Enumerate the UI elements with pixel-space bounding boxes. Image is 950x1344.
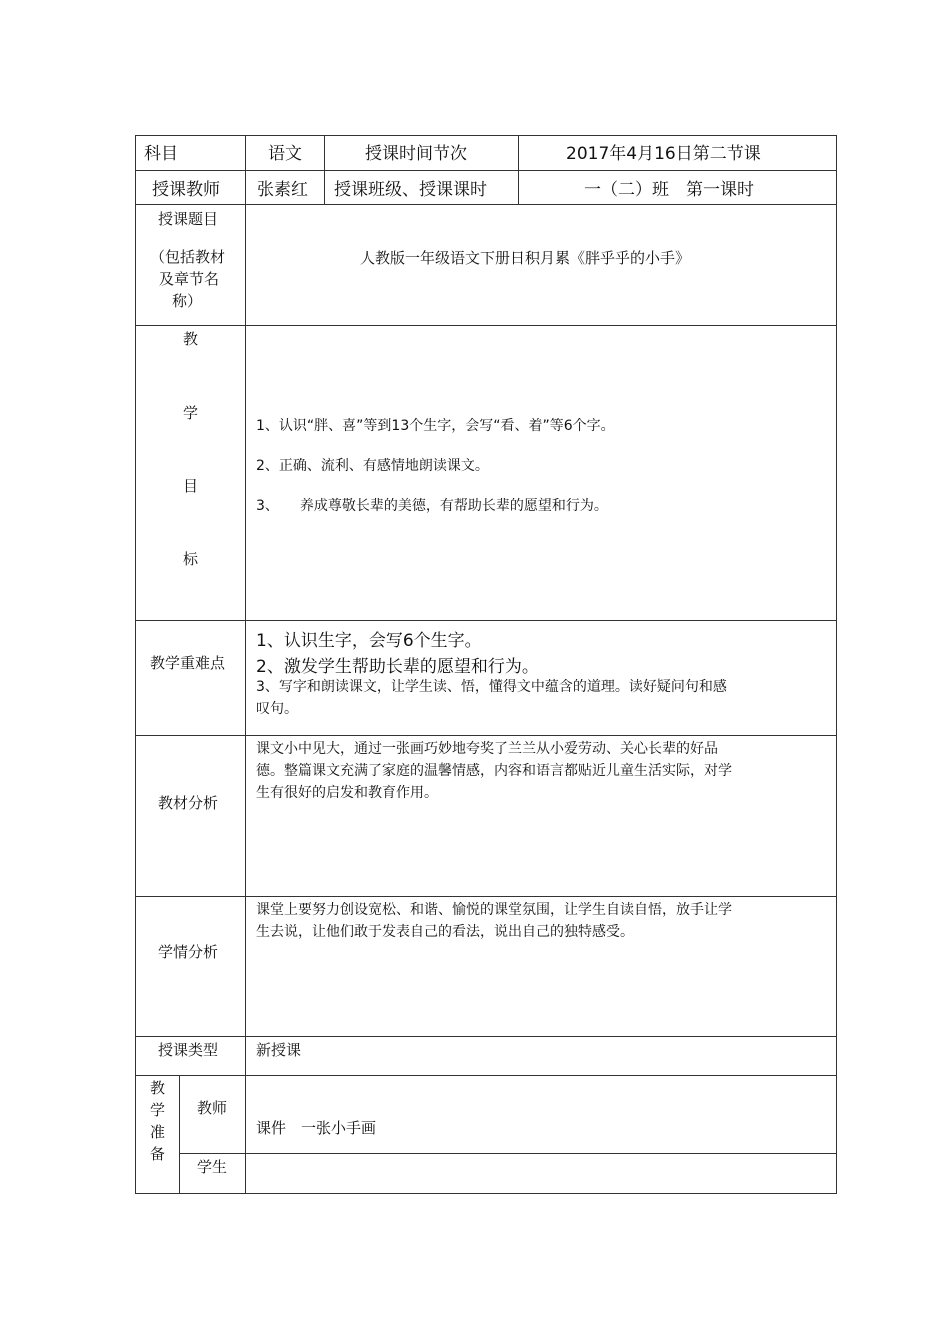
preparation-student-label: 学生 (197, 1158, 228, 1176)
objectives-label-char-1: 教 (183, 330, 199, 348)
key-point-item-3-line1: 3、写字和朗读课文，让学生读、悟，懂得文中蕴含的道理。读好疑问句和感 (256, 679, 727, 695)
subject-value: 语文 (268, 144, 302, 164)
class-label: 授课班级、授课课时 (334, 180, 487, 200)
preparation-student-value-cell (245, 1153, 837, 1194)
objectives-label-cell (135, 325, 246, 621)
student-analysis-label-cell (135, 896, 246, 1037)
preparation-teacher-value-cell (245, 1075, 837, 1154)
topic-label-line2: （包括教材 (150, 248, 226, 266)
objectives-label-char-3: 目 (183, 477, 199, 495)
topic-label-line4: 称） (172, 292, 203, 310)
key-point-item-3-line2: 叹句。 (256, 701, 298, 717)
time-value: 2017年4月16日第二节课 (566, 144, 761, 164)
lesson-type-label: 授课类型 (158, 1041, 219, 1059)
preparation-label-char-2: 学 (150, 1101, 166, 1119)
material-analysis-line-2: 德。整篇课文充满了家庭的温馨情感，内容和语言都贴近儿童生活实际，对学 (256, 763, 732, 779)
preparation-label-char-4: 备 (150, 1145, 166, 1163)
student-analysis-label: 学情分析 (158, 943, 219, 961)
topic-value: 人教版一年级语文下册日积月累《胖乎乎的小手》 (360, 249, 691, 267)
topic-label-line3: 及章节名 (159, 270, 220, 288)
material-analysis-label: 教材分析 (158, 794, 219, 812)
subject-label: 科目 (144, 144, 178, 164)
objectives-label-char-4: 标 (183, 550, 199, 568)
preparation-label-char-1: 教 (150, 1079, 166, 1097)
objective-item-1: 1、认识“胖、喜”等到13个生字，会写“看、着”等6个字。 (256, 418, 615, 434)
material-analysis-line-1: 课文小中见大，通过一张画巧妙地夸奖了兰兰从小爱劳动、关心长辈的好品 (256, 741, 718, 757)
material-analysis-line-3: 生有很好的启发和教育作用。 (256, 785, 438, 801)
preparation-teacher-label: 教师 (197, 1099, 228, 1117)
objective-item-2: 2、正确、流利、有感情地朗读课文。 (256, 458, 489, 474)
topic-label-line1: 授课题目 (158, 210, 219, 228)
objective-item-3: 3、 养成尊敬长辈的美德，有帮助长辈的愿望和行为。 (256, 498, 608, 514)
teacher-label: 授课教师 (152, 180, 220, 200)
key-points-label-cell (135, 620, 246, 736)
material-analysis-label-cell (135, 735, 246, 897)
key-point-item-1: 1、认识生字，会写6个生字。 (256, 631, 482, 651)
lesson-type-value-cell (245, 1036, 837, 1076)
preparation-teacher-value: 课件 一张小手画 (256, 1119, 377, 1137)
lesson-type-value: 新授课 (256, 1041, 302, 1059)
objectives-label-char-2: 学 (183, 404, 199, 422)
time-label: 授课时间节次 (365, 144, 467, 164)
class-value: 一（二）班 第一课时 (584, 180, 754, 200)
key-points-label: 教学重难点 (150, 654, 226, 672)
student-analysis-line-2: 生去说，让他们敢于发表自己的看法，说出自己的独特感受。 (256, 924, 634, 940)
preparation-label-char-3: 准 (150, 1123, 166, 1141)
teacher-value: 张素红 (257, 180, 308, 200)
student-analysis-line-1: 课堂上要努力创设宽松、和谐、愉悦的课堂氛围，让学生自读自悟，放手让学 (256, 902, 732, 918)
key-point-item-2: 2、激发学生帮助长辈的愿望和行为。 (256, 657, 539, 677)
